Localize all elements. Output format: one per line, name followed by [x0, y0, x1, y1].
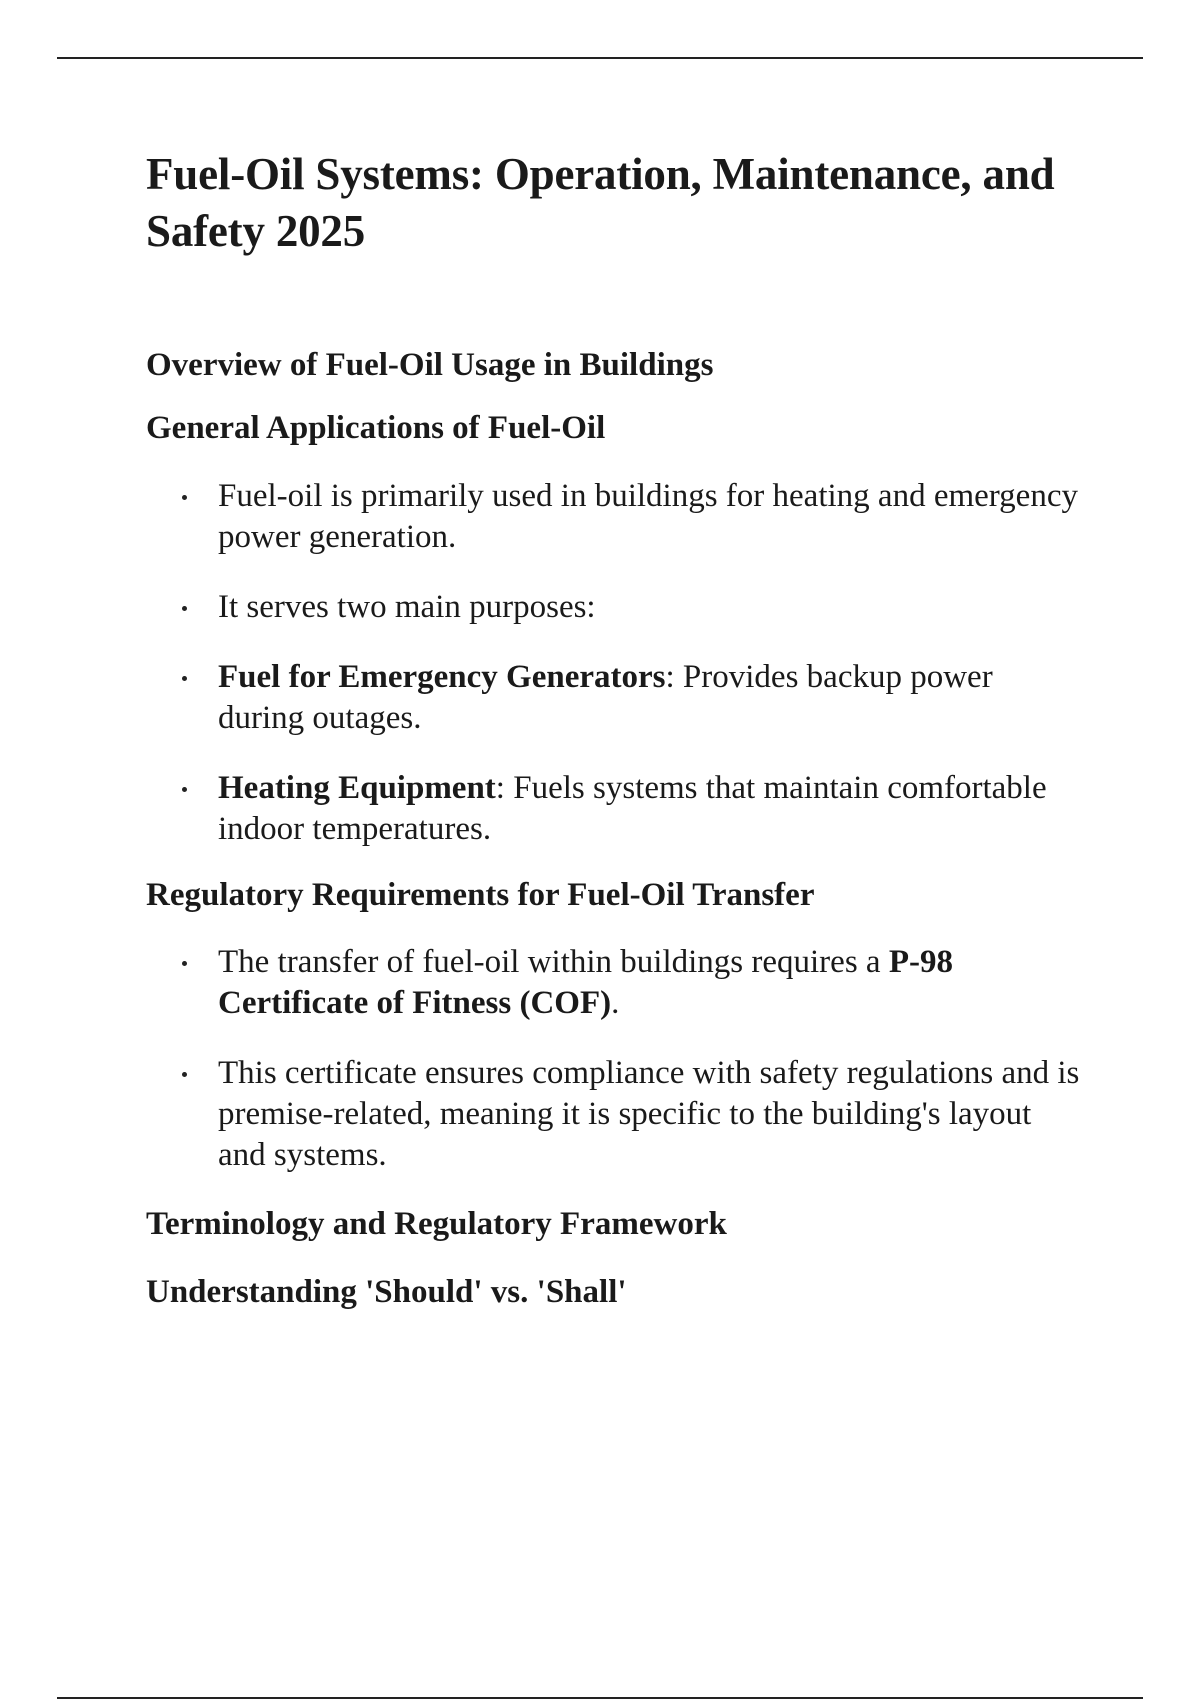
top-rule — [57, 57, 1143, 59]
bullet-icon — [182, 606, 187, 611]
list-item-text: It serves two main purposes: — [218, 589, 596, 625]
list-item — [146, 768, 1086, 850]
list-item — [146, 587, 1086, 628]
list-item-text: : Provides backup power during outages. — [218, 659, 993, 736]
subheading-regulatory-requirements: Regulatory Requirements for Fuel-Oil Transfer — [146, 877, 815, 913]
regulatory-requirements-list — [146, 942, 1086, 1176]
list-item — [146, 942, 1086, 1024]
list-item-text: This certificate ensures compliance with safety regulations and is premise-related, meaning it is specific to the building's layout and systems. — [218, 1055, 1080, 1173]
list-item-text: : Fuels systems that maintain comfortable indoor temperatures. — [218, 770, 1047, 847]
document-body — [146, 146, 1086, 1312]
list-item-text: . — [611, 985, 620, 1021]
list-item — [146, 657, 1086, 739]
bullet-icon — [182, 1072, 187, 1077]
bullet-icon — [182, 676, 187, 681]
bullet-icon — [182, 961, 187, 966]
bottom-rule — [57, 1697, 1143, 1699]
general-applications-list — [146, 476, 1086, 850]
bullet-icon — [182, 495, 187, 500]
list-item-text: Fuel-oil is primarily used in buildings for heating and emergency power generation. — [218, 478, 1078, 555]
bullet-icon — [182, 787, 187, 792]
section-heading-overview: Overview of Fuel-Oil Usage in Buildings — [146, 347, 714, 383]
list-item — [146, 1053, 1086, 1176]
subheading-should-vs-shall: Understanding 'Should' vs. 'Shall' — [146, 1274, 627, 1310]
page-title: Fuel-Oil Systems: Operation, Maintenance, and Safety 2025 — [146, 149, 1055, 256]
section-heading-terminology: Terminology and Regulatory Framework — [146, 1206, 727, 1242]
list-item — [146, 476, 1086, 558]
list-item-term: Fuel for Emergency Generators — [218, 659, 666, 695]
list-item-term: P-98 Certificate of Fitness (COF) — [218, 944, 953, 1021]
subheading-general-applications: General Applications of Fuel-Oil — [146, 410, 606, 446]
list-item-term: Heating Equipment — [218, 770, 496, 806]
list-item-text: The transfer of fuel-oil within buildings requires a — [218, 944, 889, 980]
